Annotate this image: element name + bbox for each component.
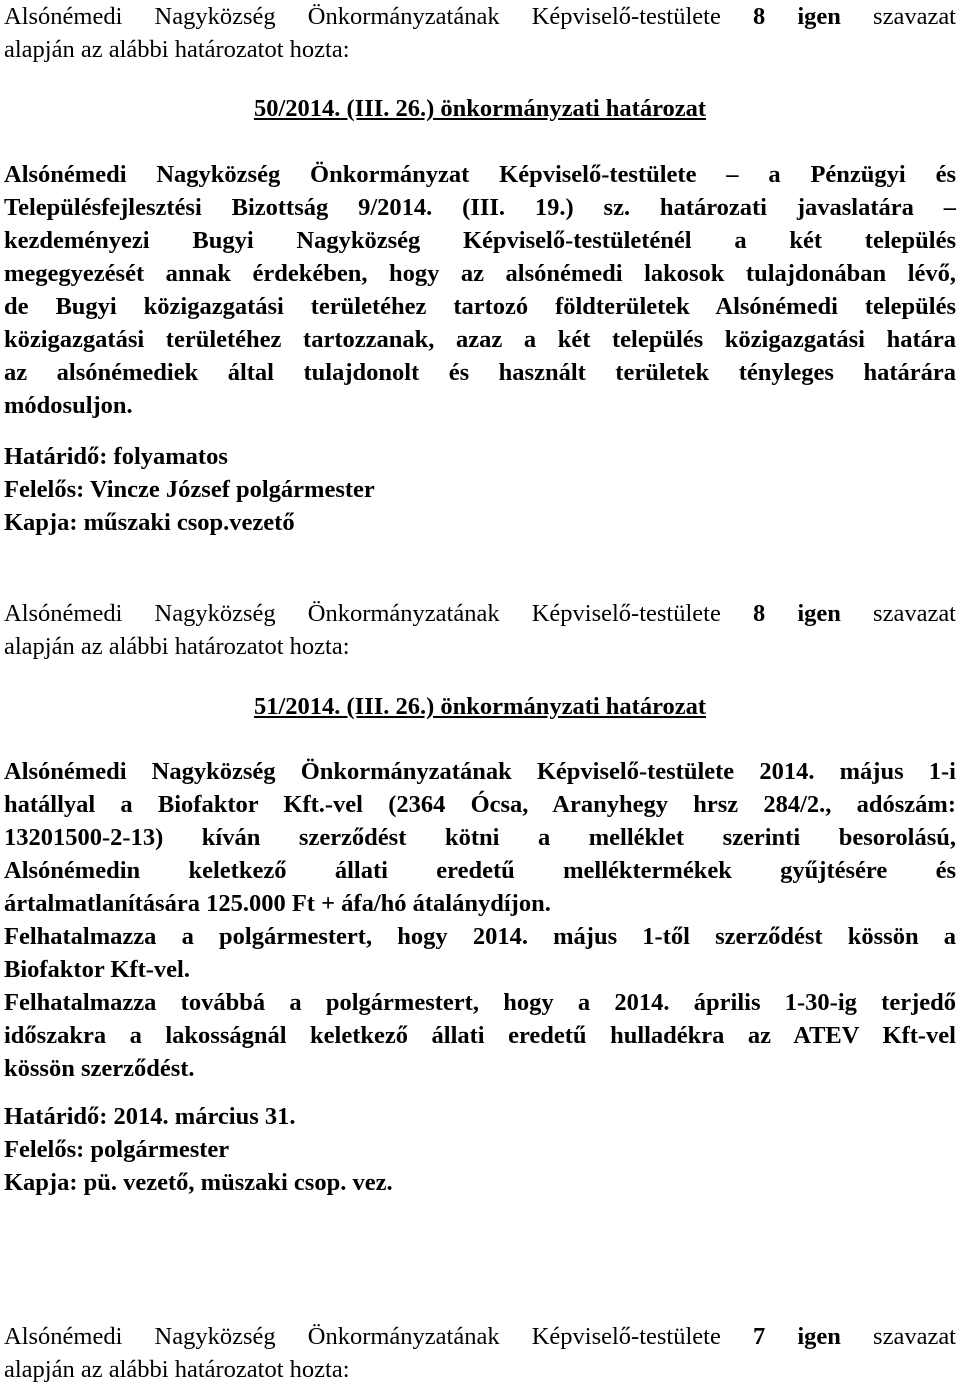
recipient: Kapja: műszaki csop.vezető — [4, 509, 295, 536]
resolution-body-2 — [4, 755, 956, 1085]
body-line: Alsónémedi Nagyközség Önkormányzatának Képviselő-testülete 2014. május 1-i — [4, 758, 956, 785]
vote-text: Alsónémedi Nagyközség Önkormányzatának Képviselő-testülete — [4, 1323, 721, 1350]
vote-line — [4, 597, 956, 630]
deadline: Határidő: folyamatos — [4, 443, 228, 470]
resolution-title-2: 51/2014. (III. 26.) önkormányzati határozat — [253, 693, 707, 720]
resolution-body-1 — [4, 158, 956, 422]
body-line: Felhatalmazza továbbá a polgármestert, hogy a 2014. április 1-30-ig terjedő — [4, 989, 956, 1016]
body-line: kössön szerződést. — [4, 1055, 195, 1082]
body-line: 13201500-2-13) kíván szerződést kötni a melléklet szerinti besorolású, — [4, 824, 956, 851]
vote-line-2: alapján az alábbi határozatot hozta: — [4, 1356, 350, 1383]
vote-text: Alsónémedi Nagyközség Önkormányzatának Képviselő-testülete — [4, 3, 721, 30]
body-line: hatállyal a Biofaktor Kft.-vel (2364 Ócsa, Aranyhegy hrsz 284/2., adószám: — [4, 791, 956, 818]
vote-line — [4, 1320, 956, 1353]
resolution-title-1: 50/2014. (III. 26.) önkormányzati határozat — [253, 95, 707, 122]
vote-line — [4, 0, 956, 33]
vote-unit: szavazat — [873, 1323, 956, 1350]
vote-statement-2 — [4, 597, 956, 663]
responsible-person: Felelős: Vincze József polgármester — [4, 476, 375, 503]
responsible-person: Felelős: polgármester — [4, 1136, 230, 1163]
vote-count: 8 igen — [752, 600, 841, 627]
vote-count: 7 igen — [752, 1323, 841, 1350]
resolution-meta-1 — [4, 440, 956, 539]
vote-unit: szavazat — [873, 600, 956, 627]
body-line: Településfejlesztési Bizottság 9/2014. (III. 19.) sz. határozati javaslatára – — [4, 194, 956, 221]
body-line: Alsónémedi Nagyközség Önkormányzat Képviselő-testülete – a Pénzügyi és — [4, 161, 956, 188]
vote-line-2: alapján az alábbi határozatot hozta: — [4, 633, 350, 660]
body-line: kezdeményezi Bugyi Nagyközség Képviselő-testületénél a két település — [4, 227, 956, 254]
body-line: megegyezését annak érdekében, hogy az alsónémedi lakosok tulajdonában lévő, — [4, 260, 956, 287]
body-line: Alsónémedin keletkező állati eredetű melléktermékek gyűjtésére és — [4, 857, 956, 884]
body-line: közigazgatási területéhez tartozzanak, azaz a két település közigazgatási határa — [4, 326, 956, 353]
recipient: Kapja: pü. vezető, müszaki csop. vez. — [4, 1169, 393, 1196]
vote-text: Alsónémedi Nagyközség Önkormányzatának Képviselő-testülete — [4, 600, 721, 627]
vote-count: 8 igen — [752, 3, 841, 30]
body-line: de Bugyi közigazgatási területéhez tartozó földterületek Alsónémedi település — [4, 293, 956, 320]
vote-unit: szavazat — [873, 3, 956, 30]
resolution-meta-2 — [4, 1100, 956, 1199]
vote-line-2: alapján az alábbi határozatot hozta: — [4, 36, 350, 63]
vote-statement-1 — [4, 0, 956, 66]
vote-statement-3 — [4, 1320, 956, 1386]
body-line: ártalmatlanítására 125.000 Ft + áfa/hó átalánydíjon. — [4, 890, 551, 917]
body-line: időszakra a lakosságnál keletkező állati eredetű hulladékra az ATEV Kft-vel — [4, 1022, 956, 1049]
body-line: az alsónémediek által tulajdonolt és használt területek tényleges határára — [4, 359, 956, 386]
body-line: módosuljon. — [4, 392, 133, 419]
body-line: Felhatalmazza a polgármestert, hogy 2014. május 1-től szerződést kössön a — [4, 923, 956, 950]
deadline: Határidő: 2014. március 31. — [4, 1103, 296, 1130]
body-line: Biofaktor Kft-vel. — [4, 956, 190, 983]
